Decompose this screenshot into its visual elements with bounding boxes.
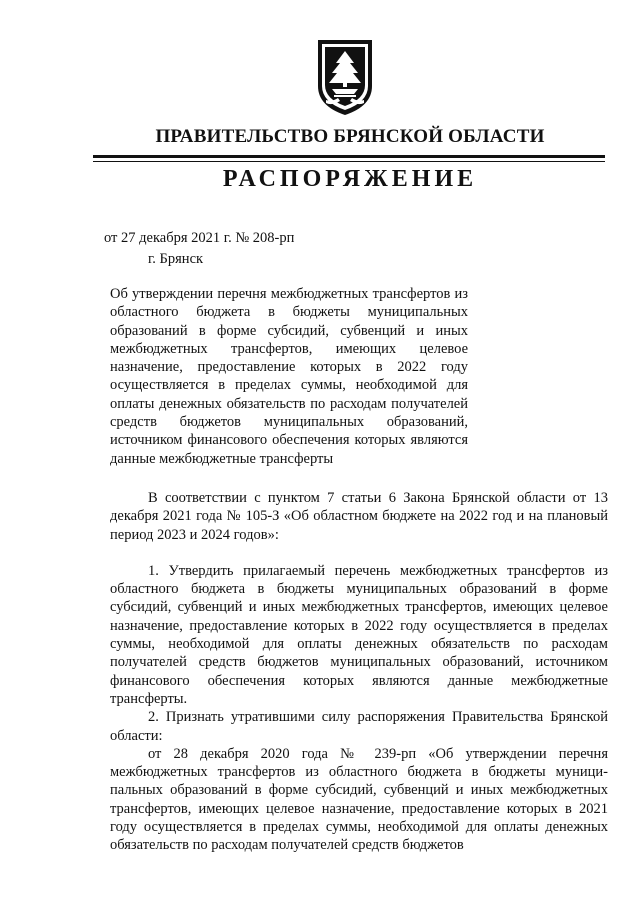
header-divider-thick xyxy=(93,155,605,158)
item-1-paragraph: 1. Утвердить прилагаемый перечень межбюджетных трансфертов из областного бюджета в бюджеты муниципальных образований в форме субсидий, субвенций и иных межбюджетных трансфертов, имеющих целевое назначение, предоставление которых в 2022 году осуществляется в пределах суммы, необходимой для оплаты денежных обязательств по расходам получателей средств бюджетов муниципальных образований, источником финансового обеспечения которых являются данные межбюджетные трансферты. xyxy=(110,562,608,707)
header-divider-thin xyxy=(93,161,605,162)
organization-title: ПРАВИТЕЛЬСТВО БРЯНСКОЙ ОБЛАСТИ xyxy=(155,126,545,147)
coat-of-arms-icon xyxy=(312,36,378,118)
item-2-paragraph: 2. Признать утратившими силу распоряжения Правительства Брянской области: xyxy=(110,709,608,744)
document-subject: Об утверждении перечня межбюджетных трансфертов из областного бюджета в бюджеты муниципальных образований в форме субсидий, субвенций и иных межбюджетных трансфертов, имеющих целевое назначение, предоставление которых в 2022 году осуществляется в пределах суммы, необходимой для оплаты денежных обязательств по расходам получателей средств бюджетов муниципальных образований, источником финансового обеспечения которых являются данные межбюджетные трансферты xyxy=(110,286,468,467)
city-line: г. Брянск xyxy=(148,251,204,267)
date-number-line: от 27 декабря 2021 г. № 208-рп xyxy=(104,230,295,246)
preamble-paragraph: В соответствии с пунктом 7 статьи 6 Закона Брянской области от 13 декабря 2021 года № 105-З «Об областном бюджете на 2022 год и на плановый период 2023 и 2024 годов»: xyxy=(110,490,608,543)
document-body xyxy=(110,489,608,855)
item-2-sub-1-paragraph: от 28 декабря 2020 года № 239-рп «Об утверждении перечня межбюджетных трансфертов из областного бюджета в бюджеты муниципальных образований в форме субсидий, субвенций и иных межбюджетных трансфертов, имеющих целевое назначение, предоставление которых в 2021 году осуществляется в пределах суммы, необходимой для оплаты денежных обязательств по расходам получателей средств бюджетов xyxy=(110,745,608,854)
document-type-title: РАСПОРЯЖЕНИЕ xyxy=(222,166,478,192)
